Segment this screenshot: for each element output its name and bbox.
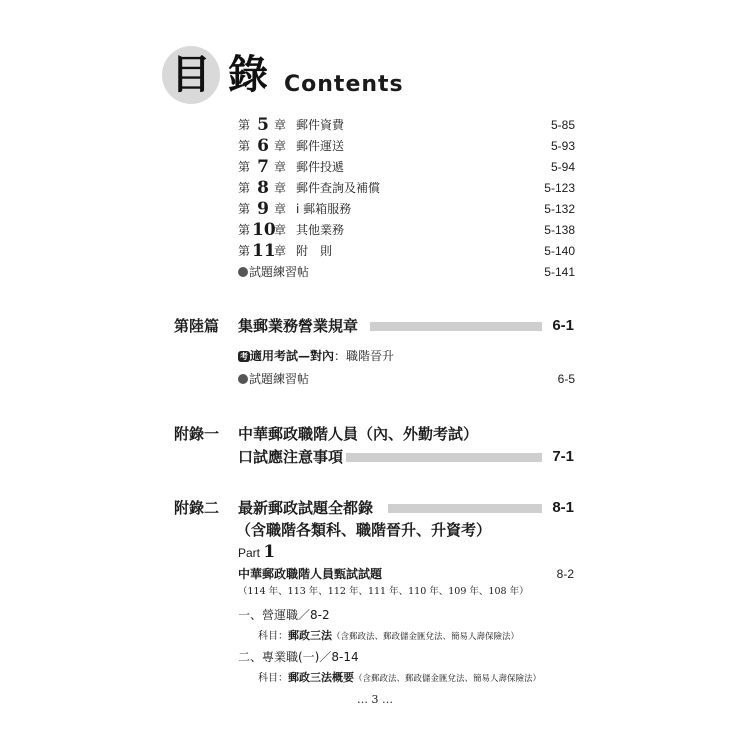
chapter-row[interactable] xyxy=(238,115,575,136)
appendix-page: 8-1 xyxy=(552,499,574,516)
chapter-row[interactable] xyxy=(238,199,575,220)
exam-item-heading[interactable]: 一、營運職／8-2 xyxy=(238,608,330,622)
subject-name: 郵政三法概要 xyxy=(288,671,354,684)
appendix-title-line2: （含職階各類科、職階晉升、升資考） xyxy=(236,521,492,539)
chapter-title: 郵件投遞 xyxy=(296,160,345,174)
subject-name: 郵政三法 xyxy=(288,629,332,642)
chapter-zhang: 章 xyxy=(274,118,287,132)
exam-badge: 考 xyxy=(240,352,248,361)
chapter-title: 郵件資費 xyxy=(296,118,345,132)
chapter-row[interactable] xyxy=(238,157,575,178)
subject-detail: （含郵政法、郵政儲金匯兌法、簡易人壽保險法） xyxy=(354,674,542,684)
appendix-title-line2[interactable]: 口試應注意事項 xyxy=(238,448,344,466)
section-page: 6-1 xyxy=(552,317,574,334)
chapter-row[interactable] xyxy=(238,136,575,157)
chapter-di: 第 xyxy=(238,223,251,237)
practice-label: 試題練習帖 xyxy=(249,372,310,386)
subject-detail: （含郵政法、郵政儲金匯兌法、簡易人壽保險法） xyxy=(332,632,520,642)
chapter-page: 5-138 xyxy=(544,223,575,237)
exam-years: （114 年、113 年、112 年、111 年、110 年、109 年、108 年） xyxy=(238,586,529,597)
chapter-di: 第 xyxy=(238,181,251,195)
chapter-number: 6 xyxy=(257,136,269,156)
part-heading xyxy=(238,542,275,563)
chapter-di: 第 xyxy=(238,139,251,153)
chapter-number: 8 xyxy=(257,178,269,198)
appendix-title-line1[interactable]: 中華郵政職階人員（內、外勤考試） xyxy=(238,425,479,443)
practice-row[interactable] xyxy=(238,262,575,283)
chapter-zhang: 章 xyxy=(274,223,287,237)
practice-page: 6-5 xyxy=(557,372,575,386)
chapter-zhang: 章 xyxy=(274,160,287,174)
title-char-mu: 目 xyxy=(171,52,211,98)
chapter-zhang: 章 xyxy=(274,244,287,258)
subject-prefix: 科目： xyxy=(258,673,288,684)
section-label: 第陸篇 xyxy=(174,317,220,335)
practice-row[interactable] xyxy=(238,369,575,390)
chapter-number: 7 xyxy=(257,157,269,177)
chapter-page: 5-93 xyxy=(550,139,575,153)
chapter-number: 5 xyxy=(257,115,269,135)
page-number: … 3 … xyxy=(357,693,393,706)
chapter-page: 5-123 xyxy=(544,181,575,195)
exam-note xyxy=(238,347,394,365)
chapter-zhang: 章 xyxy=(274,139,287,153)
chapter-title: i 郵箱服務 xyxy=(296,202,352,216)
exam-page: 8-2 xyxy=(556,567,574,581)
exam-item-subject-line xyxy=(258,626,519,646)
chapter-page: 5-140 xyxy=(544,244,575,258)
chapter-title: 其他業務 xyxy=(296,223,345,237)
bullet-icon xyxy=(238,374,248,384)
chapter-di: 第 xyxy=(238,160,251,174)
chapter-di: 第 xyxy=(238,202,251,216)
chapter-di: 第 xyxy=(238,244,251,258)
practice-label: 試題練習帖 xyxy=(249,265,310,279)
appendix-label: 附錄一 xyxy=(174,425,220,443)
title-char-lu: 錄 xyxy=(228,52,268,98)
chapter-title: 附 則 xyxy=(296,244,333,258)
exam-note-sub: ：職階晉升 xyxy=(334,349,395,363)
subject-prefix: 科目： xyxy=(258,631,288,642)
chapter-page: 5-94 xyxy=(550,160,575,174)
exam-item-heading[interactable]: 二、專業職(一)／8-14 xyxy=(238,650,359,664)
chapter-number: 9 xyxy=(257,199,269,219)
practice-page: 5-141 xyxy=(544,265,575,279)
chapter-row[interactable] xyxy=(238,220,575,241)
chapter-zhang: 章 xyxy=(274,181,287,195)
chapter-title: 郵件查詢及補償 xyxy=(296,181,381,195)
appendix-page: 7-1 xyxy=(552,448,574,465)
chapter-zhang: 章 xyxy=(274,202,287,216)
chapter-di: 第 xyxy=(238,118,251,132)
part-label: Part xyxy=(238,546,261,560)
chapter-row[interactable] xyxy=(238,178,575,199)
title-english: Contents xyxy=(284,72,404,97)
leader-bar xyxy=(370,322,542,331)
chapter-page: 5-85 xyxy=(550,118,575,132)
exam-title[interactable]: 中華郵政職階人員甄試試題 xyxy=(238,567,383,581)
exam-item-subject-line xyxy=(258,668,541,688)
chapter-number: 10 xyxy=(252,220,276,240)
section-title[interactable]: 集郵業務營業規章 xyxy=(238,317,359,335)
chapter-title: 郵件運送 xyxy=(296,139,345,153)
leader-bar xyxy=(346,453,542,462)
exam-note-main: 適用考試—對內 xyxy=(250,349,335,363)
leader-bar xyxy=(388,504,542,513)
chapter-number: 11 xyxy=(252,241,276,261)
chapter-page: 5-132 xyxy=(544,202,575,216)
part-number: 1 xyxy=(263,542,276,562)
appendix-label: 附錄二 xyxy=(174,499,220,517)
appendix-title-line1[interactable]: 最新郵政試題全都錄 xyxy=(238,499,374,517)
bullet-icon xyxy=(238,267,248,277)
chapter-row[interactable] xyxy=(238,241,575,262)
